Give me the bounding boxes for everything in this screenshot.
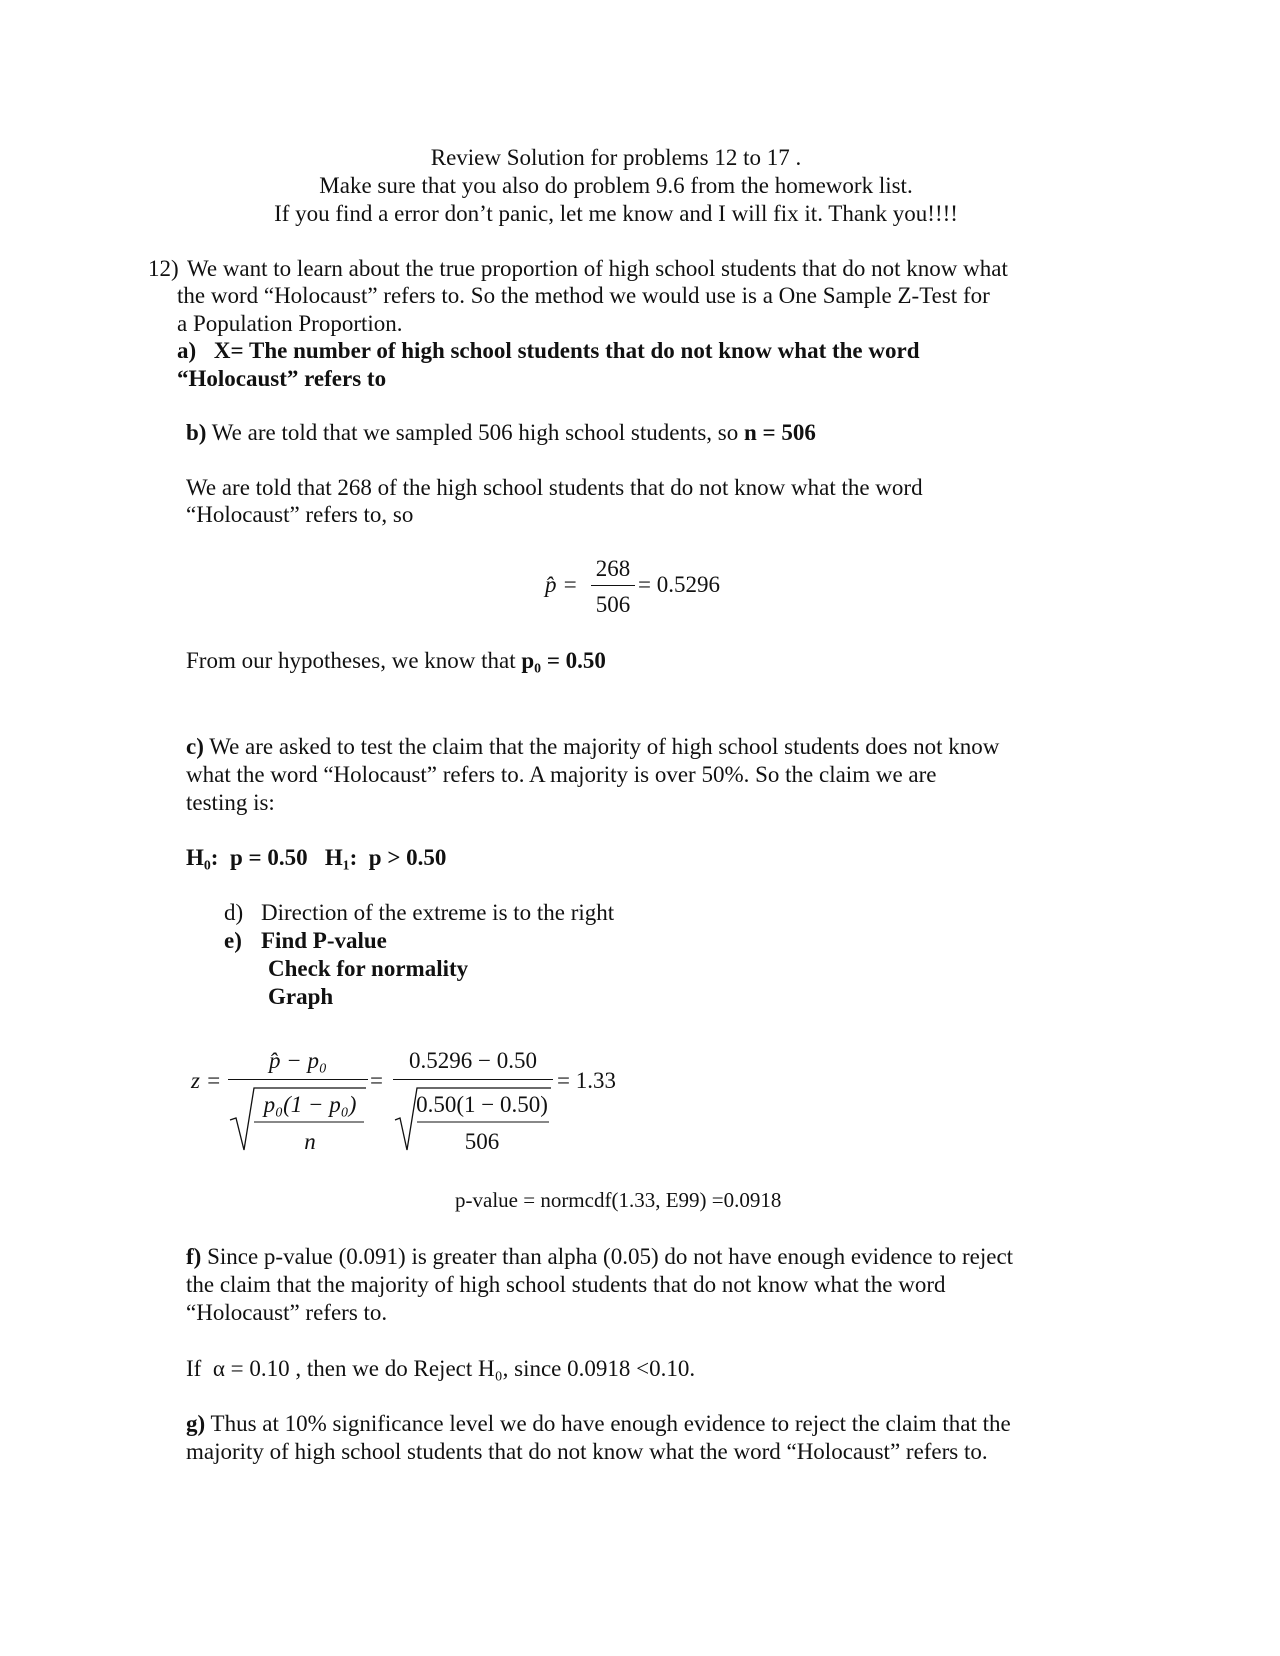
z-fraction-bar-1 — [228, 1079, 368, 1080]
header-line-3: If you find a error don’t panic, let me know and I will fix it. Thank you!!!! — [274, 201, 958, 226]
header-line-1: Review Solution for problems 12 to 17 . — [430, 145, 802, 170]
z-equals: = — [370, 1068, 383, 1093]
part-g — [186, 1409, 1011, 1438]
header-line-2: Make sure that you also do problem 9.6 from the homework list. — [319, 173, 913, 198]
part-a-line-1: X= The number of high school students that do not know what the word — [213, 338, 920, 363]
z-denominator-1-bottom: n — [304, 1129, 316, 1154]
z-numerator-2: 0.5296 − 0.50 — [409, 1048, 537, 1073]
part-d-label: d) — [224, 900, 244, 925]
part-c-line-3: testing is: — [186, 790, 275, 815]
part-f-label: f) — [186, 1244, 202, 1269]
part-b-label: b) — [186, 420, 207, 445]
z-denominator-2-bottom: 506 — [464, 1129, 500, 1154]
phat-lhs: p̂ = — [545, 572, 578, 597]
part-e-sub-1: Check for normality — [268, 956, 469, 981]
part-f-line-2: the claim that the majority of high school students that do not know what the word — [186, 1272, 946, 1297]
part-e-text: Find P-value — [261, 928, 387, 953]
p0-text: From our hypotheses, we know that — [186, 648, 516, 673]
intro-line-2: the word “Holocaust” refers to. So the method we would use is a One Sample Z-Test for — [177, 283, 990, 308]
intro-line-1: We want to learn about the true proportion of high school students that do not know what — [187, 256, 1008, 281]
z-denominator-2-top: 0.50(1 − 0.50) — [416, 1092, 548, 1117]
part-c-line-2: what the word “Holocaust” refers to. A majority is over 50%. So the claim we are — [186, 762, 937, 787]
z-fraction-bar-2 — [393, 1079, 553, 1080]
part-c — [186, 732, 999, 761]
z-lhs: z = — [191, 1068, 222, 1093]
z-denominator-1-top: p₀(1 − p₀) — [263, 1092, 357, 1117]
part-c-label: c) — [186, 734, 204, 759]
part-f-line-1: Since p-value (0.091) is greater than alpha (0.05) do not have enough evidence to reject — [207, 1244, 1014, 1269]
phat-denominator: 506 — [595, 592, 631, 617]
part-e-sub-2: Graph — [268, 984, 334, 1009]
part-e-label: e) — [224, 928, 242, 953]
part-b2-line-1: We are told that 268 of the high school students that do not know what the word — [186, 475, 923, 500]
p0-value: p₀ = 0.50 — [521, 648, 606, 673]
p0-statement — [186, 646, 606, 675]
problem-number: 12) — [148, 256, 179, 281]
part-b — [186, 418, 816, 447]
p-value-line: p-value = normcdf(1.33, E99) =0.0918 — [455, 1188, 782, 1212]
hypotheses: H₀: p = 0.50 H₁: p > 0.50 — [186, 845, 447, 870]
part-g-line-1: Thus at 10% significance level we do have enough evidence to reject the claim that the — [210, 1411, 1011, 1436]
alpha-statement: If α = 0.10 , then we do Reject H₀, since 0.0918 <0.10. — [186, 1356, 696, 1381]
part-b-n: n = 506 — [743, 420, 816, 445]
part-a-label: a) — [177, 338, 197, 363]
part-c-line-1: We are asked to test the claim that the majority of high school students does not know — [209, 734, 1000, 759]
part-b-text: We are told that we sampled 506 high school students, so — [211, 420, 739, 445]
phat-numerator: 268 — [595, 556, 631, 581]
part-b2-line-2: “Holocaust” refers to, so — [186, 502, 414, 527]
z-numerator-1: p̂ − p₀ — [268, 1048, 328, 1073]
intro-line-3: a Population Proportion. — [177, 311, 403, 336]
part-a-line-2: “Holocaust” refers to — [177, 366, 387, 391]
part-d-text: Direction of the extreme is to the right — [261, 900, 615, 925]
part-g-label: g) — [186, 1411, 206, 1436]
phat-rhs: = 0.5296 — [638, 572, 720, 597]
part-a — [177, 336, 920, 365]
part-g-line-2: majority of high school students that do not know what the word “Holocaust” refers to. — [186, 1439, 988, 1464]
z-result: = 1.33 — [557, 1068, 616, 1093]
phat-fraction-bar — [591, 585, 635, 586]
part-f — [186, 1242, 1013, 1271]
part-f-line-3: “Holocaust” refers to. — [186, 1300, 388, 1325]
